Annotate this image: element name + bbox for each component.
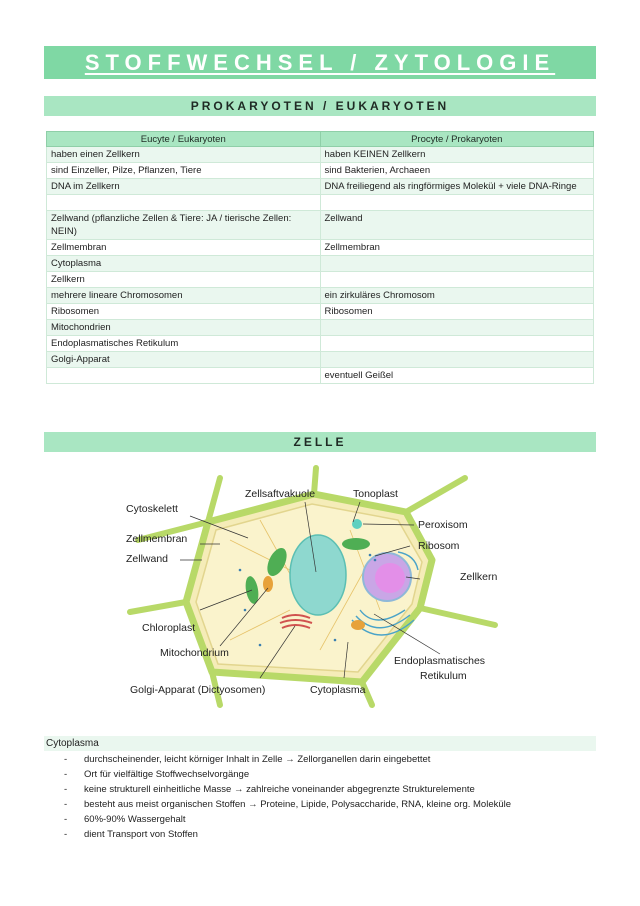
section-heading-prokaryoten: PROKARYOTEN / EUKARYOTEN	[44, 96, 596, 116]
table-row	[47, 195, 594, 211]
eukaryoten-cell: Endoplasmatisches Retikulum	[47, 336, 321, 352]
label-cytoplasma: Cytoplasma	[310, 684, 366, 696]
eukaryoten-cell	[47, 368, 321, 384]
eukaryoten-cell: Cytoplasma	[47, 256, 321, 272]
prokaryoten-cell	[320, 256, 594, 272]
eukaryoten-cell: Zellwand (pflanzliche Zellen & Tiere: JA / tierische Zellen: NEIN)	[47, 211, 321, 240]
prokaryoten-cell: DNA freiliegend als ringförmiges Molekül + viele DNA-Ringe	[320, 179, 594, 195]
label-zellwand: Zellwand	[126, 553, 169, 565]
eukaryoten-cell	[47, 195, 321, 211]
vacuole	[290, 535, 346, 615]
table-row	[47, 256, 594, 272]
prokaryoten-cell	[320, 320, 594, 336]
label-zellkern: Zellkern	[460, 571, 498, 583]
label-chloroplast: Chloroplast	[142, 622, 196, 634]
eukaryoten-cell: DNA im Zellkern	[47, 179, 321, 195]
eukaryoten-cell: Ribosomen	[47, 304, 321, 320]
table-row	[47, 352, 594, 368]
label-zellmembran: Zellmembran	[126, 533, 188, 545]
prokaryoten-cell: ein zirkuläres Chromosom	[320, 288, 594, 304]
page-title: STOFFWECHSEL / ZYTOLOGIE	[44, 46, 596, 79]
table-row	[47, 211, 594, 240]
table-row	[47, 368, 594, 384]
eukaryoten-cell: Mitochondrien	[47, 320, 321, 336]
prokaryoten-cell: Zellmembran	[320, 240, 594, 256]
cytoplasma-list	[60, 752, 511, 842]
prokaryoten-cell	[320, 352, 594, 368]
label-peroxisom: Peroxisom	[418, 519, 468, 531]
mitochondrion	[351, 620, 365, 630]
eukaryoten-cell: Zellmembran	[47, 240, 321, 256]
prokaryoten-cell	[320, 195, 594, 211]
eukaryoten-cell: haben einen Zellkern	[47, 147, 321, 163]
label-er-2: Retikulum	[420, 670, 467, 682]
label-mitochondrium: Mitochondrium	[160, 647, 229, 659]
label-er-1: Endoplasmatisches	[394, 655, 486, 667]
list-item: - besteht aus meist organischen Stoffen → Proteine, Lipide, Polysaccharide, RNA, kleine org. Moleküle	[60, 797, 511, 812]
eukaryoten-cell: Golgi-Apparat	[47, 352, 321, 368]
list-item: - dient Transport von Stoffen	[60, 827, 511, 842]
prokaryoten-cell: Ribosomen	[320, 304, 594, 320]
table-row	[47, 147, 594, 163]
list-item: - Ort für vielfältige Stoffwechselvorgänge	[60, 767, 511, 782]
label-cytoskelett: Cytoskelett	[126, 503, 178, 515]
table-row	[47, 163, 594, 179]
table-row	[47, 320, 594, 336]
prokaryoten-cell: sind Bakterien, Archaeen	[320, 163, 594, 179]
list-item: - 60%-90% Wassergehalt	[60, 812, 511, 827]
chloroplast	[342, 538, 370, 550]
label-tonoplast: Tonoplast	[353, 488, 398, 500]
column-header-prokaryoten: Procyte / Prokaryoten	[320, 132, 594, 147]
plant-cell-diagram	[120, 460, 520, 710]
eukaryoten-cell: Zellkern	[47, 272, 321, 288]
prokaryoten-cell	[320, 336, 594, 352]
table-row	[47, 304, 594, 320]
nucleolus	[375, 563, 405, 593]
eukaryoten-cell: sind Einzeller, Pilze, Pflanzen, Tiere	[47, 163, 321, 179]
eukaryoten-cell: mehrere lineare Chromosomen	[47, 288, 321, 304]
mitochondrion	[263, 576, 273, 592]
label-golgi: Golgi-Apparat (Dictyosomen)	[130, 684, 266, 696]
prokaryoten-cell	[320, 272, 594, 288]
table-row	[47, 272, 594, 288]
label-ribosom: Ribosom	[418, 540, 460, 552]
list-item: - keine strukturell einheitliche Masse → zahlreiche voneinander abgegrenzte Strukturelemente	[60, 782, 511, 797]
comparison-table	[46, 131, 594, 384]
section-heading-zelle: ZELLE	[44, 432, 596, 452]
prokaryoten-cell: eventuell Geißel	[320, 368, 594, 384]
table-row	[47, 179, 594, 195]
prokaryoten-cell: Zellwand	[320, 211, 594, 240]
column-header-eukaryoten: Eucyte / Eukaryoten	[47, 132, 321, 147]
label-zellsaftvakuole: Zellsaftvakuole	[245, 488, 316, 500]
prokaryoten-cell: haben KEINEN Zellkern	[320, 147, 594, 163]
cytoplasma-heading: Cytoplasma	[44, 736, 596, 751]
table-row	[47, 336, 594, 352]
table-row	[47, 240, 594, 256]
table-row	[47, 288, 594, 304]
list-item: - durchscheinender, leicht körniger Inhalt in Zelle → Zellorganellen darin eingebettet	[60, 752, 511, 767]
